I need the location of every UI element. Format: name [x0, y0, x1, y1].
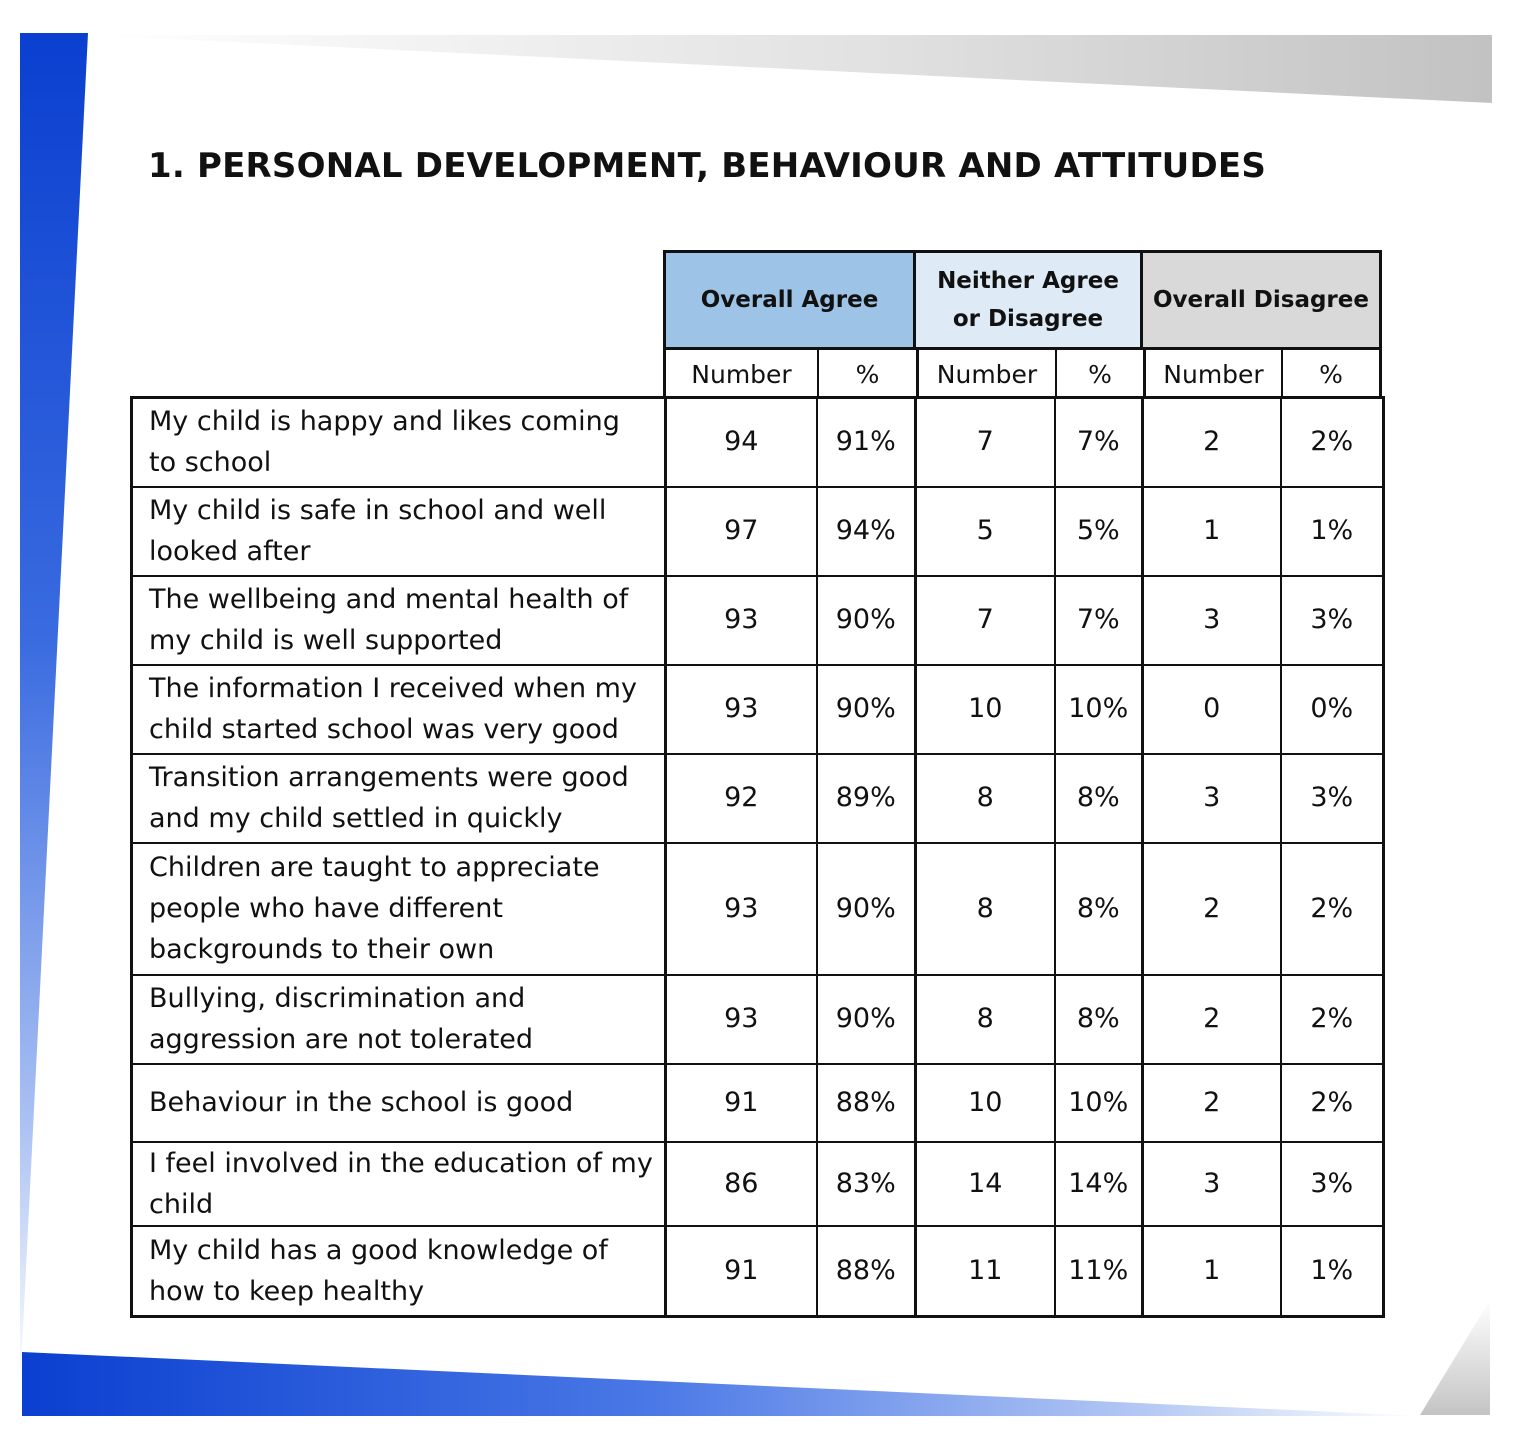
- cell-agree-number: 93: [666, 843, 817, 975]
- cell-disagree-percent: 3%: [1281, 1142, 1384, 1226]
- cell-disagree-number: 3: [1143, 576, 1281, 665]
- cell-neither-percent: 14%: [1055, 1142, 1143, 1226]
- cell-disagree-percent: 2%: [1281, 975, 1384, 1064]
- cell-disagree-number: 2: [1143, 975, 1281, 1064]
- table-row: [132, 665, 1384, 754]
- subheader-neither-percent: %: [1055, 350, 1143, 398]
- cell-disagree-number: 2: [1143, 398, 1281, 487]
- cell-neither-number: 8: [916, 754, 1055, 843]
- row-statement: My child is happy and likes coming to school: [132, 398, 666, 487]
- subheader-agree-percent: %: [817, 350, 916, 398]
- table-row: [132, 843, 1384, 975]
- cell-disagree-percent: 1%: [1281, 1226, 1384, 1317]
- cell-agree-percent: 94%: [817, 487, 916, 576]
- cell-neither-percent: 8%: [1055, 843, 1143, 975]
- row-statement: I feel involved in the education of my child: [132, 1142, 666, 1226]
- cell-neither-number: 10: [916, 1064, 1055, 1142]
- cell-neither-number: 5: [916, 487, 1055, 576]
- table-row: [132, 1142, 1384, 1226]
- cell-neither-number: 11: [916, 1226, 1055, 1317]
- table-column-header: [663, 250, 1382, 398]
- row-statement: Bullying, discrimination and aggression are not tolerated: [132, 975, 666, 1064]
- subheader-disagree-percent: %: [1281, 350, 1379, 398]
- cell-disagree-number: 1: [1143, 1226, 1281, 1317]
- table-row: [132, 398, 1384, 487]
- cell-neither-percent: 11%: [1055, 1226, 1143, 1317]
- decorative-frame-right: [1420, 1300, 1490, 1415]
- table-row: [132, 754, 1384, 843]
- subheader-disagree-number: Number: [1143, 350, 1281, 398]
- cell-agree-percent: 90%: [817, 576, 916, 665]
- survey-results-table: [130, 396, 1385, 1318]
- cell-agree-percent: 90%: [817, 843, 916, 975]
- cell-neither-number: 10: [916, 665, 1055, 754]
- cell-agree-percent: 88%: [817, 1064, 916, 1142]
- header-neither-line2: or Disagree: [952, 306, 1104, 332]
- subheader-agree-number: Number: [691, 359, 792, 389]
- table-row: [132, 1226, 1384, 1317]
- cell-neither-percent: 5%: [1055, 487, 1143, 576]
- cell-disagree-percent: 1%: [1281, 487, 1384, 576]
- page-title: 1. PERSONAL DEVELOPMENT, BEHAVIOUR AND ATTITUDES: [148, 146, 1267, 186]
- cell-agree-number: 94: [666, 398, 817, 487]
- decorative-frame-top: [88, 35, 1492, 103]
- cell-disagree-percent: 0%: [1281, 665, 1384, 754]
- table-row: [132, 487, 1384, 576]
- cell-agree-number: 92: [666, 754, 817, 843]
- cell-disagree-number: 3: [1143, 754, 1281, 843]
- header-overall-agree: Overall Agree: [666, 253, 916, 350]
- cell-agree-number: 91: [666, 1064, 817, 1142]
- cell-agree-percent: 90%: [817, 975, 916, 1064]
- cell-agree-percent: 88%: [817, 1226, 916, 1317]
- cell-neither-percent: 8%: [1055, 754, 1143, 843]
- row-statement: The wellbeing and mental health of my child is well supported: [132, 576, 666, 665]
- header-neither-agree-or-disagree: [916, 253, 1143, 350]
- row-statement: Children are taught to appreciate people who have different backgrounds to their own: [132, 843, 666, 975]
- table-row: [132, 975, 1384, 1064]
- cell-disagree-percent: 2%: [1281, 843, 1384, 975]
- table-row: [132, 1064, 1384, 1142]
- row-statement: My child has a good knowledge of how to keep healthy: [132, 1226, 666, 1317]
- row-statement: Behaviour in the school is good: [132, 1064, 666, 1142]
- decorative-frame-left: [20, 33, 88, 1388]
- cell-agree-number: 91: [666, 1226, 817, 1317]
- cell-agree-number: 93: [666, 576, 817, 665]
- row-statement: The information I received when my child started school was very good: [132, 665, 666, 754]
- cell-neither-percent: 10%: [1055, 1064, 1143, 1142]
- table-row: [132, 576, 1384, 665]
- cell-disagree-number: 0: [1143, 665, 1281, 754]
- row-statement: Transition arrangements were good and my child settled in quickly: [132, 754, 666, 843]
- cell-agree-percent: 91%: [817, 398, 916, 487]
- cell-agree-number: 97: [666, 487, 817, 576]
- cell-neither-percent: 7%: [1055, 398, 1143, 487]
- cell-disagree-percent: 3%: [1281, 754, 1384, 843]
- cell-agree-percent: 89%: [817, 754, 916, 843]
- cell-disagree-percent: 3%: [1281, 576, 1384, 665]
- cell-agree-percent: 83%: [817, 1142, 916, 1226]
- cell-disagree-number: 3: [1143, 1142, 1281, 1226]
- cell-disagree-number: 2: [1143, 1064, 1281, 1142]
- subheader-neither-number: Number: [916, 350, 1055, 398]
- cell-disagree-percent: 2%: [1281, 1064, 1384, 1142]
- cell-neither-percent: 7%: [1055, 576, 1143, 665]
- cell-neither-number: 7: [916, 398, 1055, 487]
- cell-neither-number: 8: [916, 843, 1055, 975]
- cell-disagree-number: 2: [1143, 843, 1281, 975]
- cell-agree-percent: 90%: [817, 665, 916, 754]
- cell-neither-number: 7: [916, 576, 1055, 665]
- cell-neither-percent: 8%: [1055, 975, 1143, 1064]
- cell-agree-number: 86: [666, 1142, 817, 1226]
- cell-neither-number: 8: [916, 975, 1055, 1064]
- cell-disagree-number: 1: [1143, 487, 1281, 576]
- cell-agree-number: 93: [666, 665, 817, 754]
- cell-agree-number: 93: [666, 975, 817, 1064]
- cell-neither-percent: 10%: [1055, 665, 1143, 754]
- cell-disagree-percent: 2%: [1281, 398, 1384, 487]
- decorative-frame-bottom: [22, 1352, 1422, 1416]
- row-statement: My child is safe in school and well looked after: [132, 487, 666, 576]
- cell-neither-number: 14: [916, 1142, 1055, 1226]
- header-overall-disagree: Overall Disagree: [1143, 253, 1379, 350]
- header-neither-line1: Neither Agree: [937, 268, 1119, 294]
